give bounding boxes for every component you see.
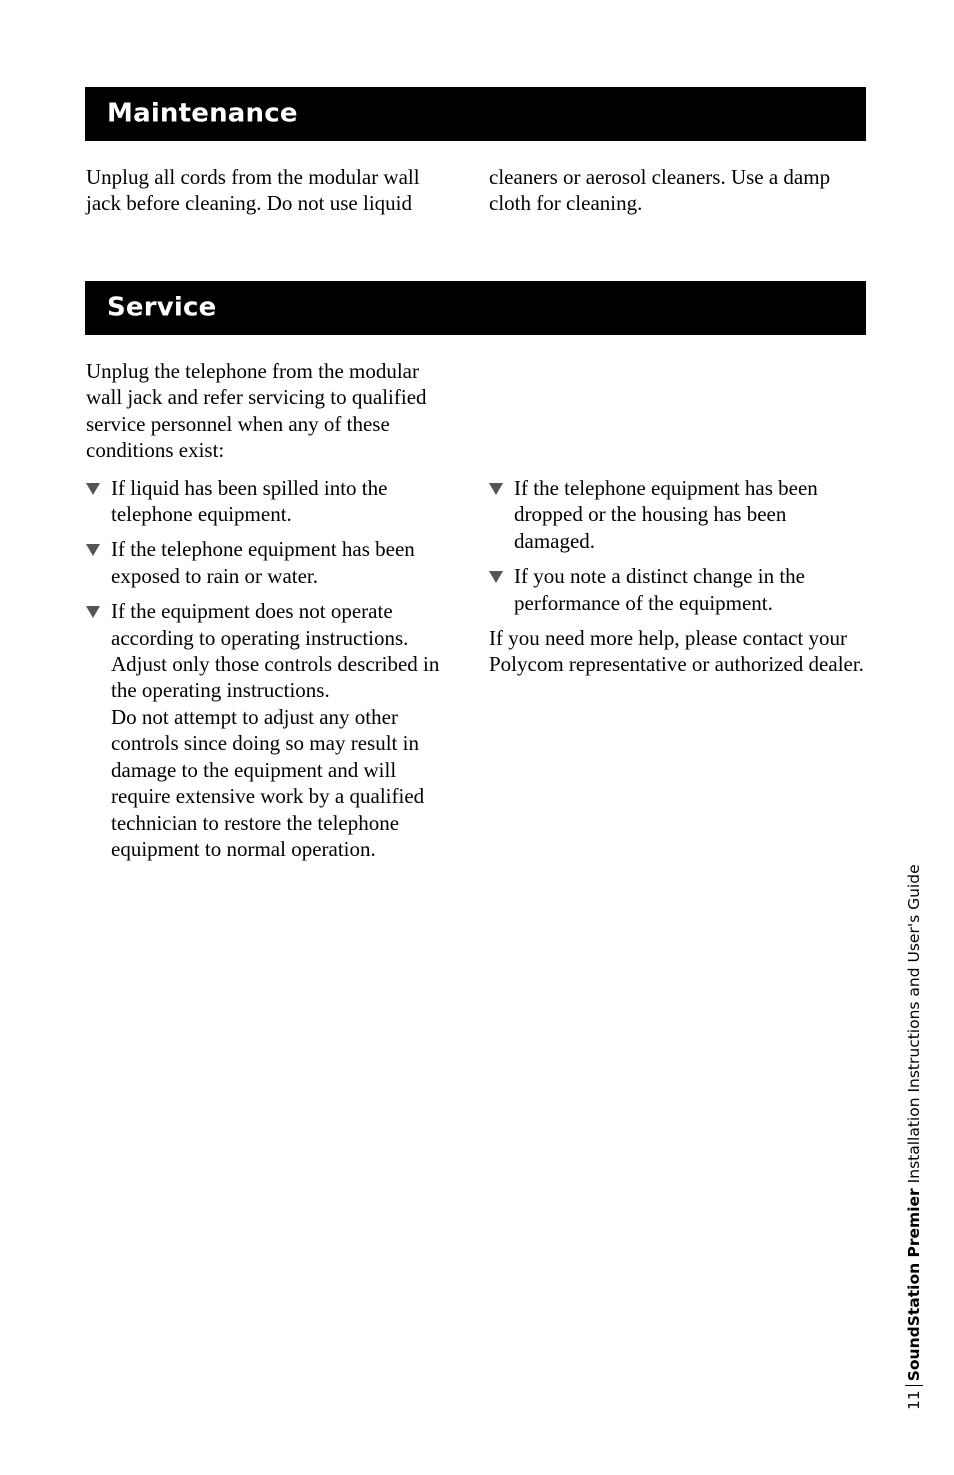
triangle-bullet-icon bbox=[86, 606, 100, 618]
list-item: If the telephone equipment has been exposed to rain or water. bbox=[86, 536, 446, 589]
list-item: If liquid has been spilled into the telephone equipment. bbox=[86, 475, 446, 528]
service-bullet-list-left bbox=[86, 475, 446, 863]
service-column-right bbox=[489, 475, 869, 678]
maintenance-text-left: Unplug all cords from the modular wall jack before cleaning. Do not use liquid bbox=[86, 165, 420, 216]
list-item: If the telephone equipment has been dropped or the housing has been damaged. bbox=[489, 475, 869, 554]
page-number: 11 bbox=[905, 1390, 923, 1410]
footer-divider bbox=[905, 1385, 923, 1386]
maintenance-heading: Maintenance bbox=[107, 98, 298, 129]
service-heading: Service bbox=[107, 292, 217, 323]
service-heading-bar bbox=[85, 281, 866, 335]
service-bullet-list-right bbox=[489, 475, 869, 616]
maintenance-column-left bbox=[86, 164, 446, 217]
triangle-bullet-icon bbox=[86, 544, 100, 556]
maintenance-text-right: cleaners or aerosol cleaners. Use a damp cloth for cleaning. bbox=[489, 165, 831, 216]
list-item-continuation: Do not attempt to adjust any other controls since doing so may result in damage to the equipment and will require extensive work by a qualified technician to restore the telephone equipment to normal operation. bbox=[111, 704, 425, 861]
footer-product-name: SoundStation Premier bbox=[905, 1188, 923, 1382]
maintenance-heading-bar bbox=[85, 87, 866, 141]
service-intro: Unplug the telephone from the modular wall jack and refer servicing to qualified service personnel when any of these conditions exist: bbox=[86, 359, 427, 463]
triangle-bullet-icon bbox=[86, 483, 100, 495]
maintenance-column-right bbox=[489, 164, 859, 217]
list-item: If the equipment does not operate according to operating instructions. Adjust only those controls described in the operating instructions. Do not attempt to adjust any other controls since doing so may result in damage to the equipment and will require extensive work by a qualified technician to restore the telephone equipment to normal operation. bbox=[86, 598, 446, 862]
list-item: If you note a distinct change in the performance of the equipment. bbox=[489, 563, 869, 616]
triangle-bullet-icon bbox=[489, 571, 503, 583]
footer-guide-title: Installation Instructions and User's Guide bbox=[905, 864, 923, 1184]
triangle-bullet-icon bbox=[489, 483, 503, 495]
page-footer bbox=[902, 850, 926, 1410]
help-text: If you need more help, please contact your Polycom representative or authorized dealer. bbox=[489, 626, 864, 677]
service-column-left bbox=[86, 358, 446, 871]
